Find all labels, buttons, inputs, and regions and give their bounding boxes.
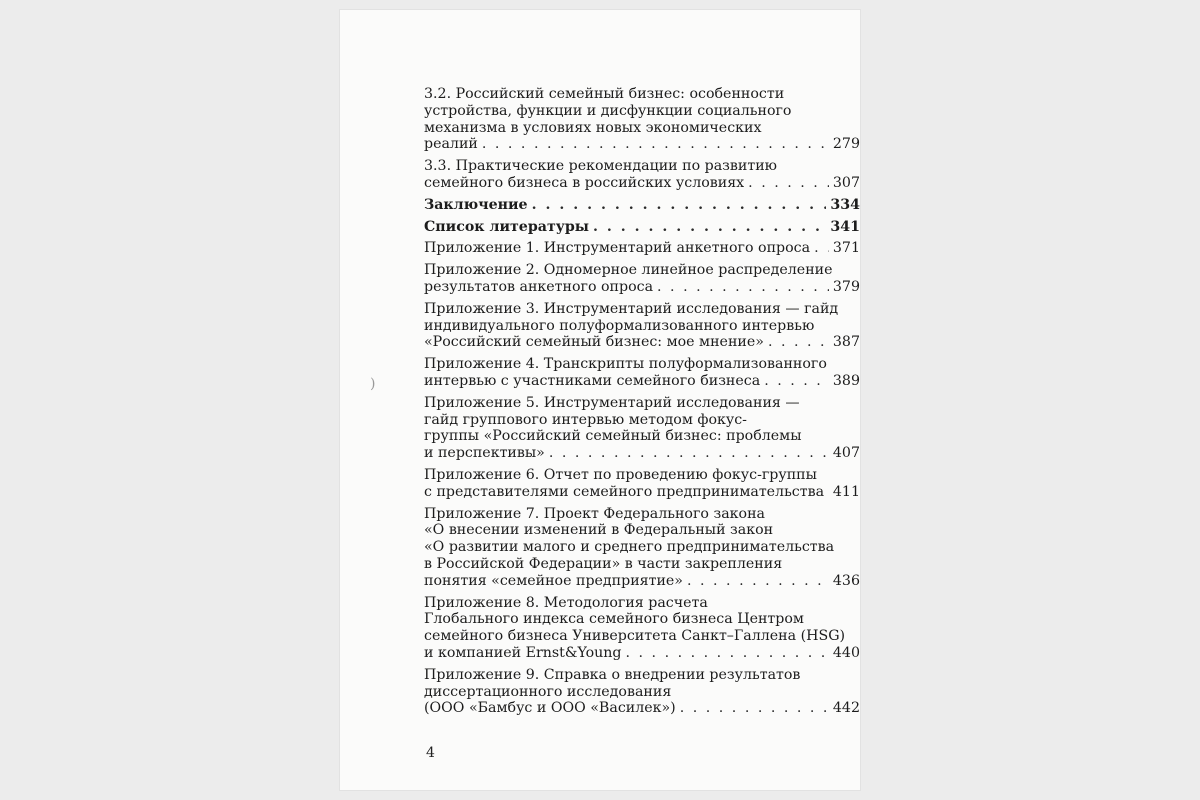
dot-leader [657, 279, 829, 296]
dot-leader [532, 197, 827, 214]
toc-entry-page: 279 [832, 136, 860, 153]
dot-leader [748, 175, 829, 192]
toc-entry-last-line [424, 334, 860, 351]
dot-leader [828, 484, 829, 501]
toc-entry-line: 3.3. Практические рекомендации по развитию [424, 158, 778, 175]
toc-entry [424, 506, 860, 590]
toc-entry-text: реалий [424, 136, 478, 153]
toc-entry-text: (ООО «Бамбус и ООО «Василек») [424, 700, 676, 717]
toc-entry-line: семейного бизнеса Университета Санкт–Галлена (HSG) [424, 628, 846, 645]
toc-entry-page: 387 [832, 334, 860, 351]
dot-leader [680, 700, 829, 717]
toc-entry [424, 301, 860, 351]
toc-entry-page: 334 [830, 196, 860, 213]
toc-entry [424, 467, 860, 501]
toc-entry-last-line [424, 484, 860, 501]
dot-leader [549, 445, 829, 462]
dot-leader [764, 373, 829, 390]
toc-entry [424, 158, 860, 192]
toc-entry-page: 371 [832, 240, 860, 257]
toc-entry-line: в Российской Федерации» в части закрепления [424, 555, 783, 572]
dot-leader [482, 136, 829, 153]
toc-entry-text: Приложение 1. Инструментарий анкетного опроса [424, 240, 811, 257]
toc-entry-text: «Российский семейный бизнес: мое мнение» [424, 334, 764, 351]
toc-entry [424, 395, 860, 462]
toc-entry-line: индивидуального полуформализованного интервью [424, 317, 815, 334]
toc-entry-line: диссертационного исследования [424, 683, 672, 700]
toc-entry-line: группы «Российский семейный бизнес: проблемы [424, 428, 802, 445]
toc-entry-line: механизма в условиях новых экономических [424, 119, 762, 136]
toc-entry [424, 356, 860, 390]
toc-entry-last-line [424, 645, 860, 662]
toc-entry-line: Приложение 2. Одномерное линейное распределение [424, 262, 833, 279]
book-page [340, 10, 860, 790]
toc-entry-text: и компанией Ernst&Young [424, 644, 622, 661]
toc-entry-page: 341 [830, 218, 860, 235]
toc-entry-text: Список литературы [424, 218, 589, 235]
toc-entry-line: Приложение 5. Инструментарий исследования — [424, 394, 800, 411]
toc-entry-line: Глобального индекса семейного бизнеса Центром [424, 611, 804, 628]
toc-entry-last-line [424, 136, 860, 153]
page-number: 4 [426, 745, 435, 761]
toc-entry [424, 240, 860, 257]
toc-entry-last-line [424, 445, 860, 462]
toc-entry-last-line [424, 573, 860, 590]
toc-entry-line: Приложение 9. Справка о внедрении результатов [424, 666, 801, 683]
toc-entry-last-line [424, 219, 860, 236]
dot-leader [593, 219, 826, 236]
toc-entry-page: 407 [832, 445, 860, 462]
toc-entry-line: Приложение 8. Методология расчета [424, 594, 708, 611]
toc-entry-last-line [424, 279, 860, 296]
toc-entry-page: 440 [832, 644, 860, 661]
toc-entry-page: 442 [832, 700, 860, 717]
toc-entry [424, 86, 860, 153]
dot-leader [768, 334, 829, 351]
toc-entry-text: с представителями семейного предпринимательства [424, 483, 825, 500]
toc-entry-page: 379 [832, 278, 860, 295]
toc-entry [424, 219, 860, 236]
dot-leader [814, 240, 829, 257]
dot-leader [626, 645, 829, 662]
toc-entry-line: гайд группового интервью методом фокус- [424, 411, 747, 428]
toc-entry-line: Приложение 3. Инструментарий исследования — гайд [424, 300, 839, 317]
toc-entry-page: 436 [832, 572, 860, 589]
toc-entry-text: интервью с участниками семейного бизнеса [424, 372, 761, 389]
toc-entry [424, 197, 860, 214]
toc-entry-line: Приложение 6. Отчет по проведению фокус-группы [424, 466, 817, 483]
toc-entry [424, 667, 860, 717]
toc-entry-line: 3.2. Российский семейный бизнес: особенности [424, 86, 785, 102]
toc-entry-line: Приложение 4. Транскрипты полуформализованного [424, 356, 827, 373]
margin-mark: ) [370, 376, 376, 392]
toc-entry-line: Приложение 7. Проект Федерального закона [424, 505, 765, 522]
toc-entry-text: семейного бизнеса в российских условиях [424, 174, 745, 191]
toc-entry-last-line [424, 197, 860, 214]
toc-entry-page: 389 [832, 372, 860, 389]
toc-entry [424, 595, 860, 662]
toc-entry-line: «О внесении изменений в Федеральный закон [424, 522, 774, 539]
toc-entry-text: понятия «семейное предприятие» [424, 572, 683, 589]
toc-entry-line: «О развитии малого и среднего предпринимательства [424, 539, 835, 556]
toc-entry-text: результатов анкетного опроса [424, 278, 654, 295]
toc-entry-text: и перспективы» [424, 445, 545, 462]
toc-entry-text: Заключение [424, 196, 528, 213]
toc-entry-last-line [424, 700, 860, 717]
toc-entry-line: устройства, функции и дисфункции социального [424, 102, 792, 119]
toc-entry-page: 411 [832, 483, 860, 500]
toc-entry-last-line [424, 240, 860, 257]
toc-entry-last-line [424, 175, 860, 192]
dot-leader [687, 573, 829, 590]
toc-entry-last-line [424, 373, 860, 390]
toc-entry [424, 262, 860, 296]
table-of-contents [424, 86, 860, 722]
toc-entry-page: 307 [832, 174, 860, 191]
